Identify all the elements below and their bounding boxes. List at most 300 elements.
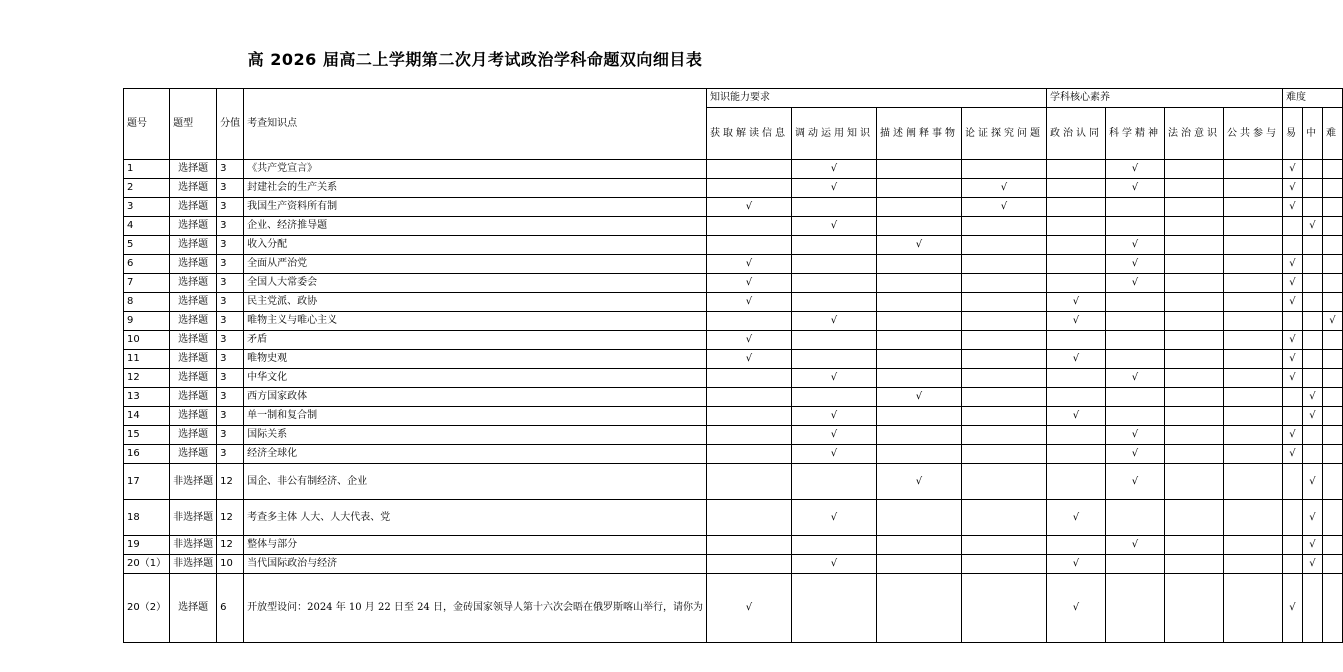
empty-cell [1322,274,1342,293]
empty-cell [1322,500,1342,536]
row-score: 10 [217,555,244,574]
empty-cell [1046,198,1105,217]
row-type: 非选择题 [170,555,217,574]
empty-cell [1105,555,1164,574]
row-no: 11 [124,350,170,369]
empty-cell [1164,350,1223,369]
empty-cell [876,350,961,369]
table-row [124,555,1343,574]
header-knowledge: 考查知识点 [244,89,707,160]
empty-cell [1046,274,1105,293]
empty-cell [1164,464,1223,500]
row-type: 选择题 [170,312,217,331]
empty-cell [961,369,1046,388]
empty-cell [876,160,961,179]
empty-cell [876,369,961,388]
empty-cell [876,426,961,445]
row-type: 选择题 [170,426,217,445]
empty-cell [706,388,791,407]
check-mark: √ [1282,160,1302,179]
header-col-9: 中 [1302,108,1322,160]
header-type: 题型 [170,89,217,160]
check-mark: √ [791,312,876,331]
row-no: 1 [124,160,170,179]
check-mark: √ [1302,217,1322,236]
empty-cell [1322,293,1342,312]
empty-cell [791,388,876,407]
empty-cell [1164,312,1223,331]
empty-cell [1105,350,1164,369]
header-col-6: 法治意识 [1164,108,1223,160]
table-row [124,179,1343,198]
row-score: 3 [217,350,244,369]
empty-cell [791,350,876,369]
check-mark: √ [1105,426,1164,445]
empty-cell [1046,369,1105,388]
check-mark: √ [1105,369,1164,388]
empty-cell [791,293,876,312]
empty-cell [1223,217,1282,236]
row-score: 6 [217,574,244,643]
empty-cell [1105,312,1164,331]
check-mark: √ [1302,536,1322,555]
empty-cell [791,464,876,500]
empty-cell [876,500,961,536]
header-score: 分值 [217,89,244,160]
empty-cell [961,236,1046,255]
empty-cell [1322,350,1342,369]
empty-cell [1046,179,1105,198]
empty-cell [1223,407,1282,426]
check-mark: √ [1105,464,1164,500]
check-mark: √ [1046,293,1105,312]
header-col-4: 政治认同 [1046,108,1105,160]
check-mark: √ [1282,574,1302,643]
empty-cell [1046,388,1105,407]
header-literacy-group: 学科核心素养 [1046,89,1282,108]
check-mark: √ [1282,445,1302,464]
row-knowledge-point: 中华文化 [244,369,707,388]
empty-cell [1302,350,1322,369]
check-mark: √ [791,555,876,574]
header-no: 题号 [124,89,170,160]
spec-table [123,88,1343,643]
row-no: 12 [124,369,170,388]
row-type: 选择题 [170,369,217,388]
empty-cell [1223,350,1282,369]
check-mark: √ [1046,312,1105,331]
row-knowledge-point: 矛盾 [244,331,707,350]
check-mark: √ [1046,350,1105,369]
empty-cell [1302,331,1322,350]
row-no: 8 [124,293,170,312]
row-no: 10 [124,331,170,350]
empty-cell [1322,464,1342,500]
empty-cell [876,555,961,574]
empty-cell [1105,198,1164,217]
empty-cell [876,217,961,236]
table-row [124,236,1343,255]
row-score: 3 [217,274,244,293]
row-type: 选择题 [170,574,217,643]
row-type: 选择题 [170,388,217,407]
empty-cell [876,255,961,274]
empty-cell [1282,407,1302,426]
row-no: 19 [124,536,170,555]
row-no: 4 [124,217,170,236]
table-row [124,426,1343,445]
table-row [124,255,1343,274]
empty-cell [791,574,876,643]
table-row [124,293,1343,312]
row-no: 7 [124,274,170,293]
empty-cell [876,445,961,464]
empty-cell [961,160,1046,179]
empty-cell [1223,464,1282,500]
row-knowledge-point: 国际关系 [244,426,707,445]
empty-cell [1322,198,1342,217]
empty-cell [1164,160,1223,179]
row-no: 17 [124,464,170,500]
check-mark: √ [1046,500,1105,536]
empty-cell [1164,388,1223,407]
row-knowledge-point: 国企、非公有制经济、企业 [244,464,707,500]
empty-cell [1322,574,1342,643]
row-no: 3 [124,198,170,217]
empty-cell [1282,500,1302,536]
empty-cell [1223,293,1282,312]
empty-cell [1046,160,1105,179]
row-no: 5 [124,236,170,255]
row-score: 3 [217,369,244,388]
row-knowledge-point: 民主党派、政协 [244,293,707,312]
check-mark: √ [1282,350,1302,369]
header-ability-group: 知识能力要求 [706,89,1046,108]
empty-cell [1322,555,1342,574]
empty-cell [791,536,876,555]
table-row [124,369,1343,388]
row-score: 12 [217,536,244,555]
empty-cell [1046,536,1105,555]
check-mark: √ [1282,369,1302,388]
header-col-1: 调动运用知识 [791,108,876,160]
header-col-5: 科学精神 [1105,108,1164,160]
empty-cell [1046,331,1105,350]
empty-cell [1164,407,1223,426]
empty-cell [961,217,1046,236]
row-score: 3 [217,312,244,331]
table-row [124,445,1343,464]
empty-cell [706,555,791,574]
check-mark: √ [706,293,791,312]
empty-cell [706,464,791,500]
check-mark: √ [1282,293,1302,312]
empty-cell [961,255,1046,274]
empty-cell [961,464,1046,500]
empty-cell [1223,236,1282,255]
check-mark: √ [961,179,1046,198]
empty-cell [1164,331,1223,350]
check-mark: √ [1302,388,1322,407]
empty-cell [1223,312,1282,331]
check-mark: √ [1046,555,1105,574]
check-mark: √ [1282,255,1302,274]
empty-cell [1164,293,1223,312]
empty-cell [1322,388,1342,407]
empty-cell [706,536,791,555]
empty-cell [1164,274,1223,293]
row-knowledge-point: 《共产党宣言》 [244,160,707,179]
row-score: 3 [217,426,244,445]
empty-cell [1223,198,1282,217]
empty-cell [1302,179,1322,198]
row-knowledge-point: 考查多主体 人大、人大代表、党 [244,500,707,536]
check-mark: √ [706,331,791,350]
empty-cell [1105,574,1164,643]
check-mark: √ [791,179,876,198]
empty-cell [961,426,1046,445]
check-mark: √ [791,217,876,236]
empty-cell [1223,331,1282,350]
row-type: 选择题 [170,274,217,293]
check-mark: √ [876,236,961,255]
row-type: 选择题 [170,179,217,198]
header-col-7: 公共参与 [1223,108,1282,160]
table-row [124,198,1343,217]
row-score: 3 [217,331,244,350]
empty-cell [876,407,961,426]
empty-cell [1223,388,1282,407]
empty-cell [1282,388,1302,407]
check-mark: √ [1105,445,1164,464]
empty-cell [1223,536,1282,555]
empty-cell [1223,574,1282,643]
empty-cell [1322,369,1342,388]
table-row [124,160,1343,179]
header-col-8: 易 [1282,108,1302,160]
row-knowledge-point: 企业、经济推导题 [244,217,707,236]
table-row [124,407,1343,426]
check-mark: √ [706,574,791,643]
empty-cell [961,274,1046,293]
empty-cell [1105,407,1164,426]
empty-cell [1302,236,1322,255]
empty-cell [706,500,791,536]
table-row [124,574,1343,643]
check-mark: √ [706,198,791,217]
row-no: 20（2） [124,574,170,643]
table-row [124,350,1343,369]
row-type: 非选择题 [170,536,217,555]
row-score: 3 [217,388,244,407]
empty-cell [876,536,961,555]
row-no: 13 [124,388,170,407]
empty-cell [1302,369,1322,388]
empty-cell [1282,555,1302,574]
row-type: 选择题 [170,445,217,464]
empty-cell [1164,445,1223,464]
check-mark: √ [1302,500,1322,536]
empty-cell [706,407,791,426]
empty-cell [1164,426,1223,445]
empty-cell [961,445,1046,464]
empty-cell [706,217,791,236]
empty-cell [1223,369,1282,388]
row-type: 选择题 [170,160,217,179]
empty-cell [1302,574,1322,643]
empty-cell [1322,236,1342,255]
empty-cell [706,312,791,331]
empty-cell [1223,255,1282,274]
empty-cell [1302,293,1322,312]
empty-cell [1302,312,1322,331]
empty-cell [961,555,1046,574]
empty-cell [1105,500,1164,536]
empty-cell [1046,236,1105,255]
empty-cell [1322,179,1342,198]
row-knowledge-point: 单一制和复合制 [244,407,707,426]
check-mark: √ [1282,198,1302,217]
empty-cell [1322,217,1342,236]
header-col-0: 获取解读信息 [706,108,791,160]
check-mark: √ [1105,179,1164,198]
row-knowledge-point: 收入分配 [244,236,707,255]
header-col-2: 描述阐释事物 [876,108,961,160]
check-mark: √ [961,198,1046,217]
row-score: 3 [217,407,244,426]
empty-cell [1164,500,1223,536]
empty-cell [1322,445,1342,464]
row-knowledge-point: 全国人大常委会 [244,274,707,293]
row-knowledge-point: 当代国际政治与经济 [244,555,707,574]
check-mark: √ [791,445,876,464]
empty-cell [1322,536,1342,555]
empty-cell [706,236,791,255]
row-knowledge-point: 整体与部分 [244,536,707,555]
row-type: 选择题 [170,350,217,369]
empty-cell [961,574,1046,643]
empty-cell [1302,274,1322,293]
empty-cell [1322,331,1342,350]
row-no: 9 [124,312,170,331]
check-mark: √ [791,407,876,426]
check-mark: √ [1105,274,1164,293]
empty-cell [876,312,961,331]
empty-cell [1046,445,1105,464]
row-type: 选择题 [170,236,217,255]
empty-cell [1105,331,1164,350]
empty-cell [1046,217,1105,236]
empty-cell [876,331,961,350]
header-difficulty-group: 难度 [1282,89,1342,108]
empty-cell [1302,445,1322,464]
empty-cell [1164,574,1223,643]
row-type: 非选择题 [170,500,217,536]
empty-cell [876,293,961,312]
empty-cell [961,500,1046,536]
row-score: 3 [217,179,244,198]
row-type: 非选择题 [170,464,217,500]
check-mark: √ [1282,426,1302,445]
empty-cell [1105,388,1164,407]
check-mark: √ [791,369,876,388]
check-mark: √ [1046,574,1105,643]
empty-cell [1046,464,1105,500]
empty-cell [1046,255,1105,274]
check-mark: √ [706,350,791,369]
row-no: 20（1） [124,555,170,574]
empty-cell [961,407,1046,426]
empty-cell [876,179,961,198]
empty-cell [1223,160,1282,179]
empty-cell [1322,407,1342,426]
empty-cell [1322,255,1342,274]
row-no: 18 [124,500,170,536]
table-row [124,217,1343,236]
check-mark: √ [791,160,876,179]
empty-cell [1164,179,1223,198]
empty-cell [706,445,791,464]
empty-cell [876,274,961,293]
row-score: 3 [217,255,244,274]
empty-cell [961,331,1046,350]
empty-cell [1223,426,1282,445]
empty-cell [1046,426,1105,445]
empty-cell [1302,255,1322,274]
check-mark: √ [1302,407,1322,426]
row-type: 选择题 [170,293,217,312]
empty-cell [1164,536,1223,555]
empty-cell [706,160,791,179]
table-row [124,388,1343,407]
row-knowledge-point: 全面从严治党 [244,255,707,274]
row-score: 3 [217,236,244,255]
empty-cell [1282,236,1302,255]
check-mark: √ [706,274,791,293]
row-knowledge-point: 经济全球化 [244,445,707,464]
check-mark: √ [1282,179,1302,198]
row-score: 3 [217,293,244,312]
empty-cell [876,198,961,217]
check-mark: √ [1322,312,1342,331]
empty-cell [1223,179,1282,198]
row-type: 选择题 [170,217,217,236]
empty-cell [1282,464,1302,500]
empty-cell [961,536,1046,555]
row-knowledge-point: 我国生产资料所有制 [244,198,707,217]
check-mark: √ [1282,331,1302,350]
row-no: 16 [124,445,170,464]
row-type: 选择题 [170,255,217,274]
empty-cell [1164,255,1223,274]
row-score: 3 [217,445,244,464]
empty-cell [791,255,876,274]
empty-cell [1164,217,1223,236]
check-mark: √ [1105,236,1164,255]
empty-cell [1302,198,1322,217]
table-row [124,331,1343,350]
empty-cell [791,198,876,217]
table-row [124,274,1343,293]
row-knowledge-point: 封建社会的生产关系 [244,179,707,198]
row-knowledge-point: 西方国家政体 [244,388,707,407]
empty-cell [1164,236,1223,255]
row-score: 3 [217,160,244,179]
row-no: 15 [124,426,170,445]
row-knowledge-point: 唯物主义与唯心主义 [244,312,707,331]
row-score: 3 [217,217,244,236]
table-row [124,500,1343,536]
